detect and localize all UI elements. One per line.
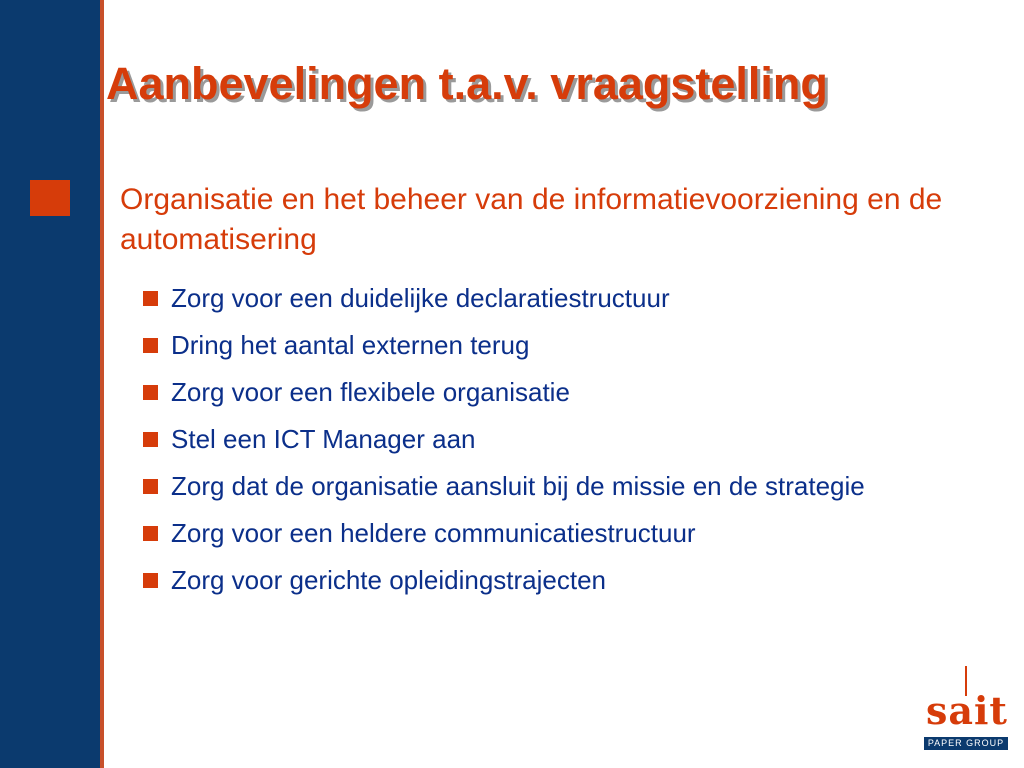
- left-side-band: [0, 0, 100, 768]
- bullet-square-icon: [143, 291, 158, 306]
- logo-wordmark: sait: [925, 688, 1008, 733]
- sub-bullet-item: [142, 280, 982, 316]
- sait-logo: [922, 662, 1010, 752]
- bullet-square-icon: [143, 479, 158, 494]
- bullet-square-icon: [143, 385, 158, 400]
- bullet-square-icon: [143, 338, 158, 353]
- sub-bullet-item: [142, 468, 982, 504]
- bullet-square-icon: [143, 432, 158, 447]
- main-bullet-text: Organisatie en het beheer van de informatievoorziening en de automatisering: [120, 183, 943, 256]
- slide-title: Aanbevelingen t.a.v. vraagstelling: [106, 58, 828, 109]
- sub-bullet-item: [142, 421, 982, 457]
- sub-bullet-text: Zorg dat de organisatie aansluit bij de missie en de strategie: [171, 471, 865, 501]
- sub-bullet-text: Zorg voor gerichte opleidingstrajecten: [171, 565, 607, 595]
- main-bullet-square-icon: [30, 180, 70, 216]
- sub-bullet-text: Stel een ICT Manager aan: [171, 424, 476, 454]
- bullet-square-icon: [143, 526, 158, 541]
- bullet-square-icon: [143, 573, 158, 588]
- sub-bullet-text: Zorg voor een heldere communicatiestructuur: [171, 518, 696, 548]
- sub-bullet-item: [142, 515, 982, 551]
- sub-bullet-text: Zorg voor een flexibele organisatie: [171, 377, 570, 407]
- logo-tagline: PAPER GROUP: [924, 737, 1008, 750]
- sub-bullet-item: [142, 562, 982, 598]
- sub-bullet-text: Dring het aantal externen terug: [171, 330, 530, 360]
- left-band-edge: [100, 0, 104, 768]
- sub-bullet-item: [142, 327, 982, 363]
- sub-bullet-text: Zorg voor een duidelijke declaratiestructuur: [171, 283, 670, 313]
- sub-bullet-item: [142, 374, 982, 410]
- sub-bullet-list: [142, 280, 982, 609]
